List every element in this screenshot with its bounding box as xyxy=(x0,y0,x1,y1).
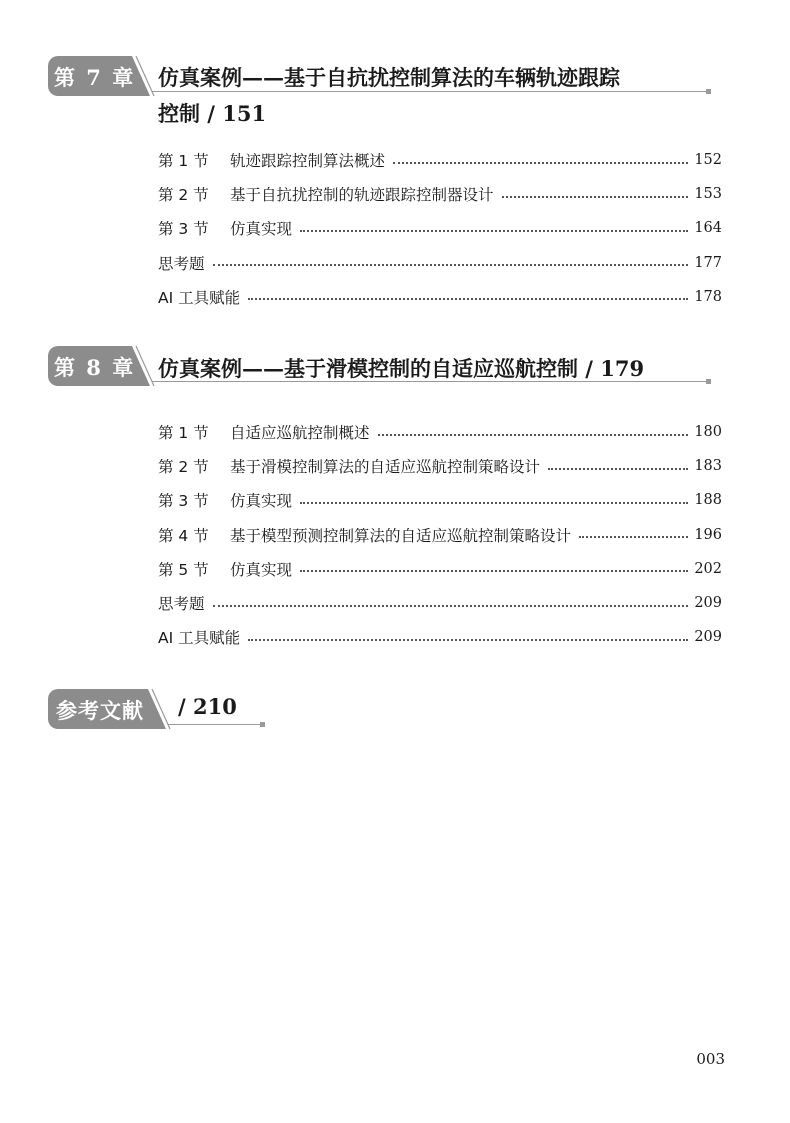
toc-entry[interactable] xyxy=(158,518,722,552)
page-number: 178 xyxy=(694,288,722,305)
section-title: 思考题 xyxy=(158,595,205,614)
chapter-title-line-1: 仿真案例——基于滑模控制的自适应巡航控制 / 179 xyxy=(158,356,645,381)
toc-entry[interactable] xyxy=(158,415,722,449)
dot-leader xyxy=(579,535,688,538)
references-tab-label: 参考文献 xyxy=(56,698,144,723)
dot-leader xyxy=(502,195,689,198)
chapter-rule xyxy=(152,91,708,92)
references-rule xyxy=(168,724,262,725)
section-title: 基于自抗扰控制的轨迹跟踪控制器设计 xyxy=(230,186,494,205)
toc-entry[interactable] xyxy=(158,620,722,654)
chapter-8 xyxy=(0,346,790,648)
section-number: 第 4 节 xyxy=(158,526,209,545)
page-number: 196 xyxy=(694,526,722,543)
page-number: 188 xyxy=(694,492,722,509)
toc-entry[interactable] xyxy=(158,483,722,517)
section-title: 自适应巡航控制概述 xyxy=(230,424,370,443)
chapter-7-heading xyxy=(0,56,790,100)
section-number: 第 3 节 xyxy=(158,220,209,239)
chapter-rule xyxy=(152,381,708,382)
toc-entry[interactable] xyxy=(158,177,722,211)
section-number: 第 1 节 xyxy=(158,424,209,443)
chapter-7 xyxy=(0,56,790,307)
dot-leader xyxy=(248,638,688,641)
rule-end-square xyxy=(706,379,711,384)
page-folio: 003 xyxy=(696,1050,725,1068)
page-number: 209 xyxy=(694,595,722,612)
dot-leader xyxy=(300,569,688,572)
chapter-title-line-2: 控制 / 151 xyxy=(158,101,267,126)
section-number: 第 2 节 xyxy=(158,186,209,205)
dot-leader xyxy=(548,467,688,470)
rule-end-square xyxy=(706,89,711,94)
section-number: 第 2 节 xyxy=(158,458,209,477)
toc-entry[interactable] xyxy=(158,211,722,245)
section-title: 基于滑模控制算法的自适应巡航控制策略设计 xyxy=(230,458,541,477)
section-number: 第 3 节 xyxy=(158,492,209,511)
page-number: 153 xyxy=(694,186,722,203)
dot-leader xyxy=(393,161,688,164)
section-number: 第 1 节 xyxy=(158,152,209,171)
section-title: AI 工具赋能 xyxy=(158,629,241,648)
dot-leader xyxy=(300,501,688,504)
page-number: 209 xyxy=(694,629,722,646)
toc-entry[interactable] xyxy=(158,552,722,586)
chapter-tab-label: 第 7 章 xyxy=(54,65,136,90)
section-title: 思考题 xyxy=(158,254,205,273)
dot-leader xyxy=(300,229,688,232)
page-number: 152 xyxy=(694,152,722,169)
section-title: 仿真实现 xyxy=(230,220,293,239)
page-number: 164 xyxy=(694,220,722,237)
rule-end-square xyxy=(260,722,265,727)
chapter-7-entries xyxy=(158,143,722,314)
page-number: 183 xyxy=(694,458,722,475)
references-heading[interactable] xyxy=(0,689,790,733)
section-number: 第 5 节 xyxy=(158,560,209,579)
references xyxy=(0,689,790,733)
toc-entry[interactable] xyxy=(158,280,722,314)
page-number: 180 xyxy=(694,424,722,441)
toc-entry[interactable] xyxy=(158,143,722,177)
chapter-8-heading xyxy=(0,346,790,390)
section-title: 轨迹跟踪控制算法概述 xyxy=(230,152,386,171)
section-title: 仿真实现 xyxy=(230,560,293,579)
dot-leader xyxy=(248,297,688,300)
toc-entry[interactable] xyxy=(158,586,722,620)
section-title: 仿真实现 xyxy=(230,492,293,511)
dot-leader xyxy=(213,604,689,607)
page-number: 202 xyxy=(694,560,722,577)
toc-entry[interactable] xyxy=(158,449,722,483)
section-title: AI 工具赋能 xyxy=(158,288,241,307)
chapter-tab-label: 第 8 章 xyxy=(54,355,136,380)
section-title: 基于模型预测控制算法的自适应巡航控制策略设计 xyxy=(230,526,572,545)
dot-leader xyxy=(378,433,689,436)
dot-leader xyxy=(213,263,689,266)
toc-entry[interactable] xyxy=(158,246,722,280)
chapter-title-line-1: 仿真案例——基于自抗扰控制算法的车辆轨迹跟踪 xyxy=(158,65,620,90)
chapter-8-entries xyxy=(158,415,722,654)
page-number: 177 xyxy=(694,254,722,271)
references-title: / 210 xyxy=(178,694,237,719)
